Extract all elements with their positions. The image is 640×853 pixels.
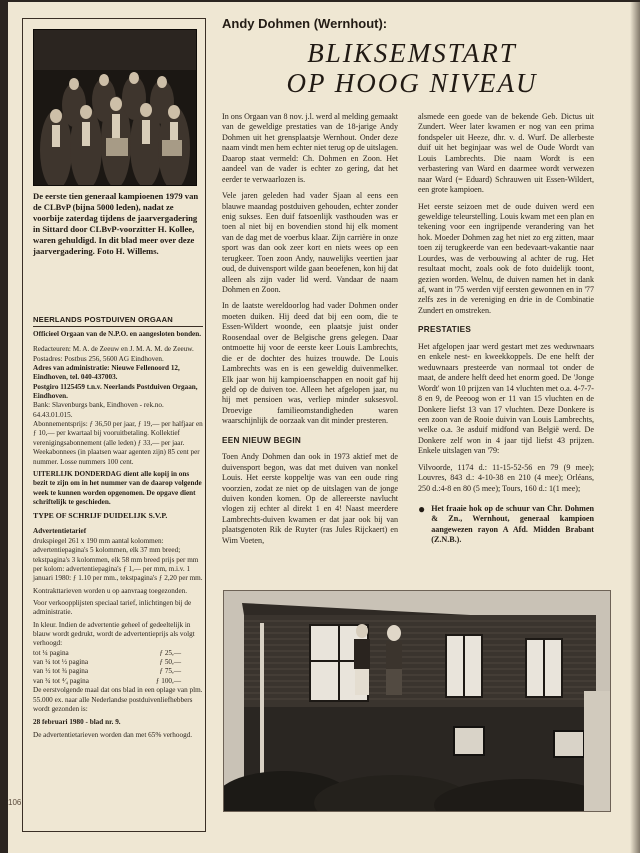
- editors: Redacteuren: M. A. de Zeeuw en J. M. A. M. de Zeeuw. Postadres: Postbus 256, 5600 AG Eindhoven.: [33, 345, 194, 363]
- champions-photo: [33, 29, 197, 186]
- article-column-2: [418, 112, 594, 546]
- postgiro: Postgiro 1125459 t.n.v. Neerlands Postduiven Orgaan, Eindhoven.: [33, 382, 198, 401]
- rate-row: van ¾ tot ⁴⁄₄ pagina ƒ 100,—: [33, 676, 181, 685]
- article-title-line1: BLIKSEMSTART: [307, 38, 517, 68]
- binding-shadow: [630, 2, 640, 853]
- color-surcharge: In kleur. Indien de advertentie geheel of gedeeltelijk in blauw wordt gedrukt, wordt de advertentieprijs als volgt verhoogd:: [33, 620, 195, 648]
- rate-row: tot ¼ pagina ƒ 25,—: [33, 648, 181, 657]
- publisher-info: [33, 315, 203, 740]
- rate-row: van ¼ tot ½ pagina ƒ 50,—: [33, 658, 181, 667]
- ad-rates: drukspiegel 261 x 190 mm aantal kolommen: advertentiepagina's 5 kolommen, elk 37 mm breed; tekstpagina's 3 kolommen, elk 58 mm breed prijs per mm per kolom: advertentiepagina's ƒ 1,— per mm, m.i.v. 1 januari 1980: ƒ 1.10 per mm., tekstpagina's ƒ 2,20 per mm.: [33, 536, 203, 583]
- photo-caption: De eerste tien generaal kampioenen 1979 van de CLBvP (bijna 5000 leden), nadat ze voorbije zaterdag tijdens de jaarvergadering in Sittard door CLBvP-voorzitter H. Kollee, waren gehuldigd. In dit blad meer over deze jaarvergadering. Foto H. Willems.: [33, 191, 199, 256]
- loft-photo: [223, 590, 611, 812]
- masthead-box: [22, 18, 206, 832]
- rate-row: van ½ tot ¾ pagina ƒ 75,—: [33, 667, 181, 676]
- org-heading: NEERLANDS POSTDUIVEN ORGAAN: [33, 315, 203, 327]
- article-byline: Andy Dohmen (Wernhout):: [222, 16, 388, 31]
- issue-date: 28 februari 1980 - blad nr. 9.: [33, 718, 121, 727]
- org-subheading: Officieel Orgaan van de N.P.O. en aangesloten bonden.: [33, 329, 202, 338]
- section-heading: PRESTATIES: [418, 325, 472, 335]
- deadline-notice: UITERLIJK DONDERDAG dient alle kopij in ons bezit te zijn om in het nummer van de daarop volgende week te kunnen worden opgenomen. De opgave dient schriftelijk te geschieden.: [33, 469, 202, 506]
- rate-increase: De advertentietarieven worden dan met 65% verhoogd.: [33, 730, 193, 739]
- circulation-note: De eerstvolgende maal dat ons blad in een oplage van plm. 55.000 ex. naar alle Nederlandse postduivenliefhebbers wordt gezonden is:: [33, 686, 203, 713]
- paragraph: Het afgelopen jaar werd gestart met zes weduwnaars en enkele nest- en kweekkoppels. De ene helft der weduwnaars presteerde van normaal tot onder de maat, de andere helft deed het enorm goed. De 'Jonge Wordt' won 10 prijzen van 14 vluchten met o.a. 4-7-7-8 en 9, de Peeoog won er 11 van 15 vluchten en de Donkere liefst 13 van 17 vluchten. Deze Donkere is een zoon van de Rooie duivin van Louis Lambrechts, welke o.a. 3e asduif midfond van België werd. De Donkere zelf won in 4 jaar tijd liefst 43 prijzen. Enkele uitslagen van '79:: [418, 341, 594, 456]
- article-title-line2: OP HOOG NIVEAU: [286, 68, 538, 98]
- paragraph: Vele jaren geleden had vader Sjaan al eens een blauwe maandag postduiven gehouden, echter zonder enig sukses. Een duif fatsoenlijk vasthouden was er toen al niet bij en bovendien stond hij elk moment van de dag met de voerbus klaar. Zijn carrière in onze sport was dan ook zeer kort en niets wees op een terugkeer. Toen zoon Andy, nauwelijks veertien jaar oud, de duivensport wilde gaan beoefenen, kon hij dat alleen als zijn vader lid werd. Vandaar de naam Dohmen en Zoon.: [222, 191, 398, 294]
- paragraph: alsmede een goede van de bekende Geb. Dictus uit Zundert. Weer later kwamen er nog van een prima fondspeler uit Heeze, dhr. v. d. Wurf. De allerbeste duif uit het beginjaar was wel de Oude Wordt van Louis Lambrechts. Die naam Wordt is een verbastering van Ward en daarmee wordt verwezen naar Ward (= Eduard) Schrauwen uit Essen-Wildert, een grote kampioen.: [418, 112, 594, 195]
- ad-rates-heading: Advertentietarief: [33, 527, 87, 536]
- paragraph: Toen Andy Dohmen dan ook in 1973 aktief met de duivensport begon, was dat met duiven van nonkel Louis. Het eerste koppeltje was van een oude ring voorzien, zodat ze niet op de uitslagen van de jonge duiven konden komen. Op de allereerste navlucht vlogen zij echter al direkt 1 en 4! Naast meerdere Lambrechts-duiven kwamen er dat jaar ook bij van plaatsgenoten Rik de Ruyter (ras Jules Rijckaert) en Wim Voeten,: [222, 452, 398, 545]
- bank: Bank: Slavenburgs bank, Eindhoven - rek.no. 64.43.01.015.: [33, 401, 164, 419]
- photo-caption-bullet: ● Het fraaie hok op de schuur van Chr. Dohmen & Zn., Wernhout, generaal kampioen aangewezen rayon A Afd. Midden Brabant (Z.N.B.).: [418, 502, 594, 545]
- write-clearly: TYPE OF SCHRIJF DUIDELIJK S.V.P.: [33, 511, 168, 521]
- sales-lists: Voor verkoopplijsten speciaal tarief, inlichtingen bij de administratie.: [33, 598, 192, 617]
- results-list: Vilvoorde, 1174 d.: 11-15-52-56 en 79 (9 mee); Louvres, 843 d.: 4-10-38 en 210 (4 mee); Orléans, 250 d.:4-8 en 80 (5 mee); Tours, 160 d.: 1(1 mee);: [418, 462, 594, 493]
- section-heading: EEN NIEUW BEGIN: [222, 435, 302, 445]
- paragraph: Het eerste seizoen met de oude duiven werd een geweldige teleurstelling. Louis kwam met een plan en tekening voor een ingrijpende verandering van het hok. Moeder Dohmen zag het niet zo erg zitten, maar toen zij terugkeerde van een bedevaart-vakantie naar Lourdes, was de verbouwing al achter de rug. Het resultaat mocht, zoals ook de foto duidelijk toont, gezien worden. Welnu, de duiven namen het in dank af, want in '75 werden vijf eersten gewonnen en in '77 zelfs zes in de vereniging en drie in de Combinatie Zundert en omstreken.: [418, 201, 594, 315]
- page-number: 106: [8, 798, 22, 807]
- paragraph: In ons Orgaan van 8 nov. j.l. werd al melding gemaakt van de geweldige prestaties van de 18-jarige Andy Dohmen uit het grensplaatsje Wernhout. Onder deze naam vindt men hem echter niet terug op de uitslagen. Daarop staat vermeld: Ch. Dohmen en Zoon. Het aandeel van de vader is echter zo gering, dat het eerder te verwaarlozen is.: [222, 112, 398, 184]
- admin-address: Adres van administratie: Nieuwe Fellenoord 12, Eindhoven, tel. 040-437003.: [33, 363, 180, 382]
- subscription-price: Abonnementsprijs: ƒ 36,50 per jaar, ƒ 19,— per halfjaar en ƒ 10,— per kwartaal bij vooruitbetaling. Kollektief verenigingsabonnement (alle leden) ƒ 33,— per jaar. Weekabonnees (in plaatsen waar agenten zijn) 85 cent per nummer. Losse nummers 100 cent.: [33, 420, 203, 466]
- loft-photo-image: [224, 591, 610, 811]
- bullet-icon: ●: [418, 502, 426, 517]
- champions-photo-image: [34, 30, 196, 185]
- article-column-1: [222, 112, 398, 552]
- contract-rates: Kontrakttarieven worden u op aanvraag toegezonden.: [33, 586, 188, 595]
- paragraph: In de laatste wereldoorlog had vader Dohmen onder moeten duiken. Hij deed dat bij een oom, die te Essen-Wildert woonde, een plaatsje juist onder Roosendaal over de Belgische grens gelegen. Daar ontmoette hij voor de eerste keer Louis Lambrechts, die er de dochter des huizes trouwde. De Louis Lambrechts was en is een geweldig duivenmelker. Elk jaar won hij kampioenschappen en nooit gaf hij geld op de duiven toe. Alleen het afgelopen jaar, nu hij met pensioen was, verliep minder suksesvol. Droevige familieomstandigheden waren waarschijnlijk de oorzaak van dit minder presteren.: [222, 301, 398, 426]
- magazine-page: [8, 2, 640, 853]
